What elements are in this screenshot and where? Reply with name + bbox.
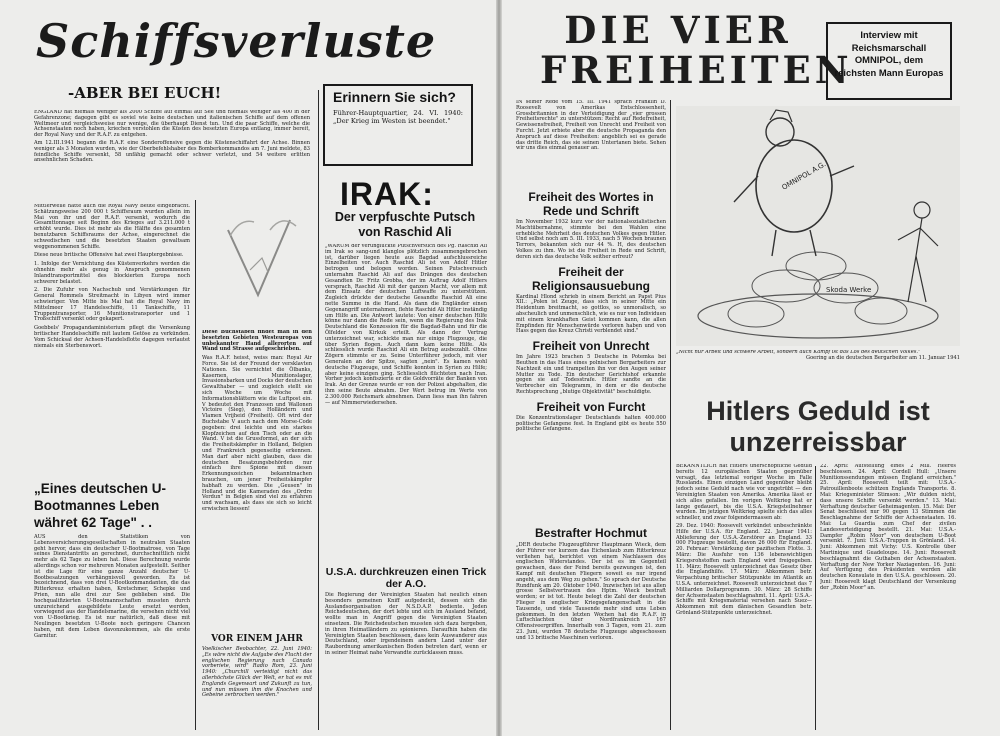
freiheit-religion-text: Kardinal Hlond schrieb in einem Bericht an Papst Pius XII.: „Polen ist Zeuge, dass sich in seiner Mitte ein Heidentum breitmacht, so gottlos, so unmoralisch, so abscheulich und unmenschlich, wie es nur von Individuen mit einem krankhaften Geist kommen kann, die allen Empfinden für Menschenwürde verloren haben und von Hass gegen das Kreuz Christi verblendet sind.": [516, 293, 666, 335]
cartoon-caption-block: [676, 350, 960, 384]
freiheit-furcht-heading: Freiheit von Furcht: [536, 399, 646, 414]
u-boot-text: AUS den Statistiken von Lebensversicherungsgesellschaften in neutralen Staaten geht hervor, dass ein deutscher U-Bootmatrose, von Tage seines Dienstantritts an gerechnet, durchschnittlich nicht mehr als 62 Tage zu leben hat. Diese Berechnung wurde allerdings schon vor mehreren Monaten aufgestellt. Seither ist die Lage für eine ganze Anzahl deutscher U-Bootbesatzungen verhängnisvoll geworden. Es ist bezeichnend, dass von drei U-Bootkommandanten, die das Ritterkreuz erhalten haben, Kretschmer, Schepke und Prien, nun alle drei zur See geblieben sind. Die hochqualifizierten U-Bootmannschaften mussten durch unzureichend ausgebildete Leute ersetzt werden, vorwiegend aus der Handelsmarine, die versehen nicht viel von U-Bootkrieg. Es ist nur natürlich, daß diese mit Neulingen besetzten U-Boote noch geringere Chancen haben, mit dem Leben davonzukommen, als die erste Garnitur.: [34, 534, 190, 639]
freiheit-wortes-heading: Freiheit des Wortes in Rede und Schrift: [528, 190, 654, 218]
erinnern-title: Erinnern Sie sich?: [333, 89, 456, 105]
irak-headline: IRAK:: [340, 176, 434, 212]
interview-box: [826, 22, 952, 100]
v-zeichen-article: [202, 330, 312, 630]
left-column-1: [34, 204, 190, 484]
vor-einem-jahr-heading: VOR EINEM JAHR: [211, 634, 303, 644]
column-rule-mid: [318, 90, 319, 730]
lead-paragraph: ENGLAND hat niemals weniger als 2000 Schiffe auf einmal auf See und niemals weniger als 400 in der Gefahrenzone; dagegen gibt es soviel wie keine deutschen und italienischen Schiffe auf dem offenen Weltmeer und vergleichsweise nur wenige, die überhaupt Dienst tun. Und die paar Schiffe, welche die Achsenstaaten noch haben, kriechen verstohlen die Küsten des besetzten Europa entlang, immer bereit, der Royal Navy und der R.A.F. zu entgehen.: [34, 110, 310, 139]
royal-navy-paragraph: Mittlerweile hatte auch die Royal Navy Beute eingebracht. Schätzungsweise 200 000 t Schiffsraum wurden allein im Mai von ihr und der R.A.F. versenkt, wodurch die Gesamttonnage seit Beginn des Krieges auf 3.211.000 t erhöht wurde. Dies ist mehr als die Hälfte des gesamten benutzbaren Schiffsraums der Achse, eingerechnet die schwedischen und die besetzten Staaten gewaltsam weggenommenen Schiffe.: [34, 204, 190, 250]
page-fold: [496, 0, 502, 736]
freiheit-unrecht-text: Im Jahre 1923 brachen 5 Deutsche in Potemka bei Beuthen in das Haus eines polnischen Bergarbeiters zur Nachtzeit ein und trampelten ihn vor den Augen seiner Mutter zu Tode. Ein deutscher Gerichtshof erkannte gegen sie auf Todesstrafe. Hitler sandte an die Verbrecher ein Telegramm, in dem er die deutsche Rechtsprechung „blutige Objektivität" beschuldigte.: [516, 354, 666, 395]
cartoon-label-skoda: Skoda Werke: [826, 286, 872, 294]
freiheiten-column: [516, 190, 666, 538]
subheadline-aber-bei-euch: -ABER BEI EUCH!: [68, 84, 222, 102]
irak-article: [325, 244, 487, 562]
geduld-column-1: [676, 464, 812, 732]
erinnern-text: Führer-Hauptquartier, 24. VI. 1940: „Der Krieg im Westen ist beendet.": [333, 109, 463, 125]
bestrafter-hochmut-text: „DER deutsche Flugzeugführer Hauptmann Wieck, dem der Führer vor kurzem das Eichenlaub zum Ritterkreuz verliehen hat, berichtet von einem Nachlassen des englischen Widerstandes. Der ist es im Gegenteil gewachsen, dass der Feind bereits gezwungen ist, den Kampf mit deutschen Fliegern soweit es nur irgend angeht, aus dem Weg zu gehen." So sprach der Deutsche Rundfunk am 20. Oktober 1940. Inzwischen ist aus allen grosse Selbstvertrauen des Hptm. Wieck bestraft worden; er ist tot. Heute belegt die Zahl der deutschen Flieger in englischer Kriegsgefangenschaft in die Tausende, und viele Tausende mehr sind ums Leben gekommen. In den letzten Wochen hat die R.A.F. in Luftschlachten über Nordfrankreich 167 Offensiveergriffen. Innerhalb von 3 Tagen, vom 21. zum 23. Juni, wurden 78 deutsche Flugzeuge abgeschossen und 13 britische Maschinen verloren.: [516, 542, 666, 641]
offensive-intro: Diese neue britische Offensive hat zwei Hauptergebnisse.: [34, 252, 184, 259]
geduld-column-2: [820, 464, 956, 732]
usa-trick-text: Die Regierung der Vereinigten Staaten hat neulich einen besonders gemeinen Kniff aufgedeckt, dessen sich die Auslandsorganisation der N.S.D.A.P. bediente. Jeden Reichsdeutschen, der dort lebte und sich im Ausland befand, wollte man in Angriff gegen die Vereinigten Staaten einsetzen. Die Reichsdeutschen mussten sich dazu hergeben, in ihren Heimatländern zu spionieren. Daraufhin haben die Vereinigten Staaten beschlossen, dass kein Auswanderer aus Deutschland, oder irgendeinem andern Land unter der Raubordnung amerikanischen Boden betreten darf, wenn er in seiner Heimat nahe Verwandte zurücklassen muss.: [325, 592, 487, 656]
headline-die-vier-freiheiten: DIE VIER FREIHEITEN: [540, 8, 853, 92]
v-for-victory-sketch: [210, 200, 310, 320]
cartoon-caption: „Nicht nur Arbeit und schwere Arbeit, sondern auch Kampf ist das Los des deutschen Volkes.": [676, 350, 921, 355]
freiheit-religion-heading: Freiheit der Religionsausuebung: [531, 264, 650, 293]
geduld-headline: Hitlers Geduld ist unzerreissbar: [706, 396, 930, 457]
u-boot-article: [34, 480, 190, 732]
irak-subheadline: Der verpfuschte Putsch von Raschid Ali: [334, 210, 476, 239]
omnipol-cartoon: [676, 106, 960, 346]
geduld-intro: BEKANNTLICH hat Hitlers unerschöpfliche Geduld bereits 12 europäischen Staaten gegenüber versagt, das letztemal voriger Woche im Falle Russlands. Einen einzigen Land gegenüber bleibt jedoch seine Geduld nach wie vor ungetrübt — den Vereinigten Staaten von Amerika. Amerika lässt er sich alles gefallen. Im vorigen Weltkrieg hat er lange gedauert, bis die U.S.A. Kriegsteilnehmer wurden. Im jetzigen Weltkrieg spielte sich das alles schneller, und zwar folgendermassen ab:: [676, 464, 812, 522]
cartoon-attribution: Goering an die deutschen Bergarbeiter am 11. Januar 1941: [806, 354, 960, 361]
lead-paragraph-2: Am 12.III.1941 begann die R.A.F. eine Sonderoffensive gegen die Küstenschiffahrt der Achse. Binnen weniger als 3 Monaten wurden, wie der Oberbefehlshaber des Bomberkommandos am 7. Juni meldete, 83 feindliche Schiffe versenkt, 58 unfähig gemacht oder schwer verletzt, und 54 weitere erlitten ansehnlichen Schaden.: [34, 139, 310, 164]
column-rule-geduld: [815, 466, 816, 730]
column-rule-right: [670, 100, 671, 730]
result-item-2: 2. Die Zufuhr von Nachschub und Verstärkungen für General Rommels Streitmacht in Libyen wird immer schwieriger. Von Mitte bis Mai hat die Royal Navy im Mittelmeer 17 Handelsschiffe, 11 Tankschiffe, 11 Truppentransporter, 16 Munitionstransporter und 1 Troßschiff versenkt oder gekapert.: [34, 287, 190, 323]
geduld-chronology-2: 22. April: Aufstellung eines 2 Mill. Heeres beschlossen. 24. April: Cordell Hull: „Unsere Munitionssendungen müssen England erreichen." 25. April: Roosevelt teilt mit: U.S.A.-Patrouillenboote schützen Englands Transporte. 8. Mai: Kriegsminister Stimson: „Wir dulden nicht, dass unsere Schiffe versenkt werden." 13. Mai: Verhaftung deutscher Geheimagenten. 15. Mai: Der Senat beschliesst nur 90 gegen 13 Stimmen die Beschlagnahme der Schiffe der Achsenstaaten. 16. Mai: La Guardia zum Chef der zivilen Landesverteidigung bestellt. 21. Mai: U.S.A.-Dampfer „Robin Moor" von deutschem U-Boot versenkt. 7. Juni: U.S.A.-Truppen in Grönland. 14. Juni: Abkommen mit Vichy: U.S. Kontrolle über Martinique und Guadeloupe. 14. Juni: Roosevelt beschlagnahmt die Guthaben der Achsenstaaten. Verhaftung der New Yorker Naziagenten. 16. Juni: Auf Verfügung des Präsidenten werden alle deutschen Konsulate in den U.S.A. geschlossen. 20. Juni: Roosevelt klagt Deutschland der Versenkung der „Robin Moor" an.: [820, 464, 956, 591]
bestrafter-hochmut-article: [516, 526, 666, 732]
cartoon-label-omnipol: OMNIPOL A.G.: [780, 160, 828, 192]
erinnern-box: [323, 84, 473, 166]
freiheit-unrecht-heading: Freiheit von Unrecht: [532, 339, 650, 354]
headline-schiffsverluste: Schiffsverluste: [36, 14, 437, 68]
vor-einem-jahr-article: [202, 634, 312, 732]
goebbels-paragraph: Goebbels' Propagandaministerium pflegt die Versenkung britischer Handelsschiffe mit lautem Getöse zu verkünden. Vom Schicksal der Achsen-Handelsflotte dagegen verlautet niemals ein Sterbenswort.: [34, 325, 190, 349]
interview-text: Interview mit Reichsmarschall OMNIPOL, dem reichsten Mann Europas: [834, 29, 944, 78]
u-boot-heading: „Eines deutschen U-Bootmannes Leben währet 62 Tage" . .: [34, 481, 167, 530]
usa-trick-heading: U.S.A. durchkreuzen einen Trick der A.O.: [325, 566, 487, 590]
result-item-1: 1. Infolge der Vernichtung des Küstenverkehrs werden die ohnehin mehr als genug in Anspruch genommenen Inlandtransportmittel des blockierten Europa noch schwerer belastet.: [34, 261, 190, 285]
irak-text: „WARUM der verunglückte Putschversuch des Pg. Raschid Ali im Irak so sang-und klanglos plötzlich zusammengebrochen ist, darüber liegen heute aus Bagdad aufschlussreiche Einzelheiten vor. Auch Raschid Ali ist von Adolf Hitler betrogen und belogen worden. Seinen Putschversuch unternahm Raschid Ali auf das Drängen des deutschen Gesandten Dr. Fritz Grobba, der im Auftrag Adolf Hitlers versprach, Raschid Ali mit der ganzen Macht, vor allem mit dem Einsatz der deutschen Luftwaffe zu unterstützen. Zugleich drückte der deutsche Gesandte Raschid Ali eine nette Summe in die Hand. Als dann die Engländer einen Gegenangriff unternahmen, flehte Raschid Ali Hitler inständig um Hilfe an. Die Antwort lautete: Von einer deutschen Hilfe könne nur dann die Rede sein, wenn die Regierung des Irak Deutschland die Konzession für die Bagdad-Bahn und für die Ölfelder von Kirkuk erteilt. Als dann der Vertrag unterzeichnet war, schickte man nur einige Flugzeuge, die über Syrien flogen. Auch dann kam keine Hilfe. Als schliesslich wurde Raschid Ali ein Betrag ausbezahlt. Ohne Zögern stimmte er zu. Seine Unterführer jedoch, mit vier Generalen an der Spitze, sagten „nein". Es kamen wohl deutsche Flugzeuge, und Schiffe konnten in Syrien zu Hilfe; aber keine einzigen ging. Schliesslich flüchteten nach Iran. Vorher jedoch konfiszierte er die Goldvorräte der Banken von Irak. An der Grenze wurde er von der Polizei abgehalten, die ihm seine Beute abnahm. Der Wert betrug im Werte von 2.300.000 Reichsmark abnehmen. Dann liess man ihn fahren — auf Nimmerwiedersehen.: [325, 244, 487, 406]
freiheiten-intro-text: IN seiner Rede vom 15. III. 1941 sprach Franklin D. Roosevelt von Amerikas Entschlossenheit, Grossbritannien in der Verteidigung der „vier grossen Freiheitsrechte" zu unterstützen: Recht auf Redefreiheit, Gewissensfreiheit, Freiheit von Unrecht und Freiheit von Furcht. Jetzt erbiete aber die deutsche Propaganda den Anspruch auf diese Freiheiten: angeblich sei es gerade das dritte Reich, das sie seinen Untertanen biete. Sehen wir uns dies einmal genauer an.: [516, 100, 666, 152]
vor-einem-jahr-text: Voelkischer Beobachter, 22. Juni 1940: „Es wäre nicht die Aufgabe des Flucht der englischen Regierung nach Canada vorberiete, wird" Radio Rom, 23. Juni 1940: „Churchill verteidigt nicht das allerhöchste Glück der Welt, er hat es mit Englands Gegenwart und Zukunft zu tun, und nun müssen ihm die Knochen und Gebeine zerbrochen werden.": [202, 646, 312, 699]
bestrafter-hochmut-heading: Bestrafter Hochmut: [534, 526, 648, 540]
lead-text: [34, 110, 310, 202]
geduld-chronology-1: 29. Dez. 1940: Roosevelt verkündet unbeschränkte Hilfe der U.S.A. für England. 22. Januar 1941: Ablieferung der U.S.A.-Zerstörer an England. 33 000 Flugzeuge bestellt, davon 26 000 für England. 20. Februar: Verstärkung der pazifischen Flotte. 3. März: Die Ausfuhr von 136 lebenswichtigen Kriegsrohstoffen nach England wird freigegeben. 11. März: Roosevelt unterzeichnet das Gesetz über die Englandhilfe. 17. März: Abkommen betr. Verpachtung britischer Stützpunkte im Atlantik an U.S.A. unterzeichnet. Roosevelt unterzeichnet das 7 Milliarden Dollarprogramm. 30. März: 28 Schiffe der Achsenstaaten beschlagnahmt. 11. April: U.S.A.-Schiffe mit Kriegsmaterial versehen nach Suez—Abkommen mit dem dänischen Gesandten betr. Grönland-Stützpunkte unterzeichnet.: [676, 522, 812, 616]
column-rule-left: [195, 200, 196, 730]
usa-trick-article: [325, 566, 487, 732]
freiheiten-intro: [516, 100, 666, 192]
v-caption: Diese Buchstaben findet man in den besetzten Gebieten Westeuropas von unbekannter Hand allerorten auf Wand und Strasse aufgeschrieben.: [202, 330, 312, 353]
v-text: Was R.A.F. heisst, weiss man: Royal Air Force. Sie ist der Freund der versklavten Nationen. Sie vernichtet die Ölbanks, Kasernen, Munitionslager, Invasionsbarken und Docks der deutschen Gewalthaber — und zugleich stellt sie sich Woche um Woche mit Informationsblättern wie die Luftpost ein. V bedeutet den Franzosen und Wallonen Victoire (Sieg), den Holländern und Vlamen Vrijheid (Freiheit). Oft wird der Buchstabe V auch nach dem Morse-Code gegeben: drei leichte und ein starkes Klopfzeichen auf den Tisch oder an die Wand. V ist die Grussformel, an der sich die Freiheitskämpfer in Holland, Belgien und Frankreich gegenseitig erkennen. Man darf aber nicht glauben, dass die deutschen Besatzungsbehörden nur einfach ihre Spione mit diesen Erkennungszeichen bekanntmachen brauchen, um jener Freiheitskämpfer habhaft zu werden. Die „Geusen" in Holland und die Kameraden des „Ordre Verdun" in Belgien sind viel zu erfahren und wachsam, als dass sie sich so leicht erwischen liessen!: [202, 355, 312, 512]
freiheit-furcht-text: Die Konzentrationslager Deutschlands halten 400.000 politische Gefangene fest. In England gibt es heute 550 politische Gefangene.: [516, 414, 666, 433]
freiheit-wortes-text: Im November 1932 kurz vor der nationalsozialistischen Machtübernahme, stimmte bei den Wahlen eine erhebliche Mehrheit des deutschen Volkes gegen Hitler. Und selbst noch am 5. III. 1933, nach 5 Wochen braunen Terrors, bekannten sich nur 44 %. H, des deutschen Volkes zu ihm. Wo ist die Freiheit in Rede und Schrift, deren sich das deutsche Volk seither erfreut?: [516, 219, 666, 260]
